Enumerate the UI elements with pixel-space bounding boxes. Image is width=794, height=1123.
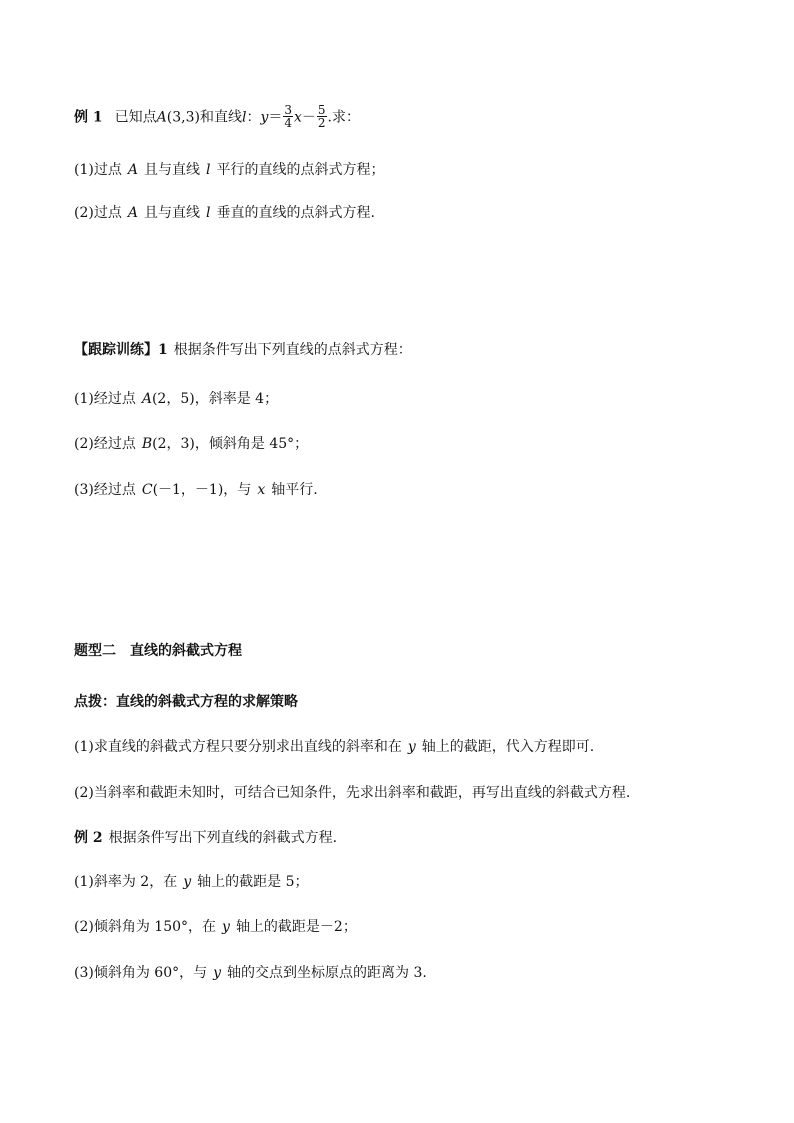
example1-text-b: 和直线 bbox=[199, 109, 242, 126]
example1-item-1-post: 平行的直线的点斜式方程； bbox=[216, 162, 385, 178]
example1-fraction-2-den: 2 bbox=[317, 116, 326, 130]
example1-text-a: 已知点 bbox=[114, 109, 157, 126]
training1-item-3-point: C bbox=[141, 482, 153, 498]
example1-item-2-mid: 且与直线 bbox=[143, 205, 200, 221]
example2-label: 例 2 bbox=[74, 830, 103, 846]
example1-tail: .求： bbox=[327, 109, 360, 126]
example2-item-1-post: 轴上的截距是 5； bbox=[197, 874, 309, 890]
example1-item-2-line: l bbox=[205, 205, 211, 221]
section2-tip-title: 点拨：直线的斜截式方程的求解策略 bbox=[74, 694, 298, 710]
example1-fraction-1 bbox=[283, 104, 293, 129]
training1-item-3-post: 轴平行. bbox=[271, 482, 318, 498]
training1-item-3-pre: (3)经过点 bbox=[74, 482, 136, 498]
training1-item-3-axis: x bbox=[257, 482, 266, 498]
example1-item-2-point: A bbox=[127, 205, 138, 221]
training1-item-1-pre: (1)经过点 bbox=[74, 391, 136, 407]
example2-item-3-axis: y bbox=[213, 965, 222, 981]
section2-tip-1-pre: (1)求直线的斜截式方程只要分别求出直线的斜率和在 bbox=[74, 739, 402, 755]
section2-title: 题型二 直线的斜截式方程 bbox=[74, 643, 242, 659]
example2-item-3 bbox=[74, 963, 427, 983]
training1-item-2-pre: (2)经过点 bbox=[74, 436, 136, 452]
training1-item-1 bbox=[74, 389, 278, 409]
example2-item-1-axis: y bbox=[183, 874, 192, 890]
example2-statement bbox=[74, 828, 337, 848]
example1-fraction-2-num: 5 bbox=[317, 103, 326, 117]
example2-item-2-pre: (2)倾斜角为 150°，在 bbox=[74, 919, 217, 935]
section2-tip-2: (2)当斜率和截距未知时，可结合已知条件，先求出斜率和截距，再写出直线的斜截式方程. bbox=[74, 785, 631, 801]
example1-fraction-1-num: 3 bbox=[284, 103, 292, 117]
example1-minus: － bbox=[301, 109, 316, 126]
example1-x-var: x bbox=[294, 109, 302, 126]
training1-item-2-post: (2，3)，倾斜角是 45°； bbox=[152, 436, 309, 452]
example2-item-3-post: 轴的交点到坐标原点的距离为 3. bbox=[227, 965, 427, 981]
training1-label: 【跟踪训练】1 bbox=[74, 342, 168, 358]
example1-coords: (3,3) bbox=[166, 109, 200, 126]
example1-fraction-2 bbox=[317, 104, 327, 129]
example1-item-1 bbox=[74, 160, 384, 180]
example2-item-2 bbox=[74, 917, 357, 937]
example1-item-2 bbox=[74, 203, 375, 223]
example1-item-1-pre: (1)过点 bbox=[74, 162, 122, 178]
training1-item-1-post: (2，5)，斜率是 4； bbox=[151, 391, 279, 407]
training1-item-1-point: A bbox=[141, 391, 152, 407]
example2-item-1 bbox=[74, 872, 308, 892]
training1-statement bbox=[74, 340, 412, 360]
training1-item-2-point: B bbox=[141, 436, 153, 452]
example2-item-3-pre: (3)倾斜角为 60°，与 bbox=[74, 965, 208, 981]
example1-label: 例 1 bbox=[74, 109, 103, 126]
example1-fraction-1-den: 4 bbox=[284, 116, 292, 130]
training1-item-3-mid: (－1，－1)，与 bbox=[152, 482, 252, 498]
example1-item-1-mid: 且与直线 bbox=[143, 162, 200, 178]
example2-item-1-pre: (1)斜率为 2，在 bbox=[74, 874, 178, 890]
section2-tip-1-post: 轴上的截距，代入方程即可. bbox=[421, 739, 595, 755]
example1-item-1-line: l bbox=[205, 162, 211, 178]
example1-statement bbox=[74, 105, 360, 130]
training1-item-3 bbox=[74, 480, 318, 500]
example1-item-1-point: A bbox=[127, 162, 138, 178]
example1-colon: ： bbox=[246, 109, 261, 126]
example1-point: A bbox=[156, 109, 167, 126]
example2-text: 根据条件写出下列直线的斜截式方程. bbox=[108, 830, 338, 846]
training1-text: 根据条件写出下列直线的点斜式方程： bbox=[173, 342, 412, 358]
section2-tip-1-axis: y bbox=[407, 739, 416, 755]
example1-item-2-pre: (2)过点 bbox=[74, 205, 122, 221]
example1-y-var: y bbox=[260, 109, 269, 126]
example1-item-2-post: 垂直的直线的点斜式方程. bbox=[216, 205, 375, 221]
example1-eq: ＝ bbox=[268, 109, 283, 126]
example2-item-2-axis: y bbox=[222, 919, 230, 935]
example2-item-2-post: 轴上的截距是－2； bbox=[235, 919, 357, 935]
training1-item-2 bbox=[74, 434, 308, 454]
example1-line-var: l bbox=[241, 109, 247, 126]
section2-tip-1 bbox=[74, 737, 594, 757]
